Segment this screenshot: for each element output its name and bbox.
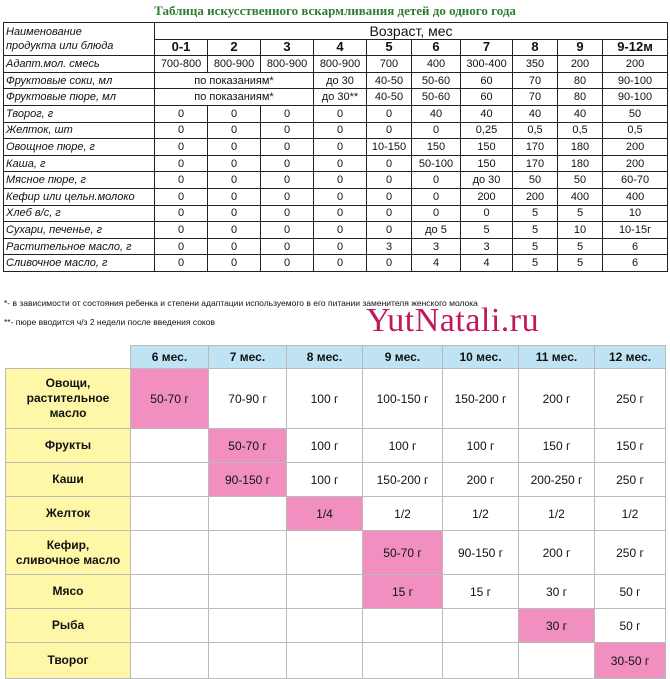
table-cell: 1/4 xyxy=(287,497,363,531)
table-cell xyxy=(131,531,209,575)
table-cell: 0 xyxy=(314,122,367,139)
table-cell: 70-90 г xyxy=(209,369,287,429)
food-name-line: Кефир, xyxy=(46,537,90,552)
product-name: Фруктовые пюре, мл xyxy=(4,89,155,106)
complementary-feeding-table xyxy=(5,345,666,679)
table-cell: 250 г xyxy=(595,531,666,575)
table-cell: 170 xyxy=(513,155,558,172)
table-row xyxy=(4,139,668,156)
table-cell: 0 xyxy=(314,222,367,239)
table-cell: 10 xyxy=(603,205,668,222)
table-cell: 0 xyxy=(208,255,261,272)
table-cell: 30 г xyxy=(519,609,595,643)
table-cell xyxy=(131,643,209,679)
table-cell: 0 xyxy=(314,139,367,156)
table-cell: 0 xyxy=(314,255,367,272)
table-cell: 0 xyxy=(314,188,367,205)
table-row xyxy=(4,105,668,122)
table-cell: 200 г xyxy=(443,463,519,497)
table-cell: 3 xyxy=(461,238,513,255)
food-name xyxy=(6,369,131,429)
table-cell: 0 xyxy=(314,205,367,222)
food-name xyxy=(6,609,131,643)
table-cell: 5 xyxy=(513,205,558,222)
table-cell: 0 xyxy=(412,122,461,139)
table-cell: 0,5 xyxy=(603,122,668,139)
table-cell: 5 xyxy=(461,222,513,239)
product-name: Сухари, печенье, г xyxy=(4,222,155,239)
table-cell: 5 xyxy=(513,222,558,239)
table-cell: 4 xyxy=(461,255,513,272)
table-cell: 0 xyxy=(261,188,314,205)
table-cell: 100 г xyxy=(287,429,363,463)
food-name-line: Творог xyxy=(47,653,89,667)
table-cell: 0 xyxy=(367,105,412,122)
table-cell: 0 xyxy=(412,188,461,205)
table-cell: 0 xyxy=(261,238,314,255)
product-name: Сливочное масло, г xyxy=(4,255,155,272)
table-cell: 0 xyxy=(367,188,412,205)
table-cell xyxy=(363,609,443,643)
product-name: Кефир или цельн.молоко xyxy=(4,188,155,205)
table-row xyxy=(4,238,668,255)
table-row xyxy=(4,188,668,205)
age-column-header: 9 xyxy=(558,39,603,56)
table-cell: 150 xyxy=(461,155,513,172)
table-cell: 3 xyxy=(367,238,412,255)
table-cell: 40-50 xyxy=(367,89,412,106)
table-cell: 150 xyxy=(412,139,461,156)
table-cell: 200 г xyxy=(519,531,595,575)
table-row xyxy=(4,89,668,106)
food-name-line: Мясо xyxy=(52,584,84,598)
table-cell: 0 xyxy=(314,238,367,255)
table-cell: 700 xyxy=(367,56,412,73)
table-row xyxy=(6,643,666,679)
table-cell: 40-50 xyxy=(367,72,412,89)
table-cell: 50 xyxy=(603,105,668,122)
table-cell: 0,5 xyxy=(513,122,558,139)
month-header: 11 мес. xyxy=(519,346,595,369)
table-row xyxy=(6,531,666,575)
table-cell xyxy=(131,429,209,463)
table-cell: 0,5 xyxy=(558,122,603,139)
table-cell: 100 г xyxy=(287,463,363,497)
month-header: 6 мес. xyxy=(131,346,209,369)
table-cell: 0 xyxy=(155,172,208,189)
table-cell: 90-150 г xyxy=(209,463,287,497)
table-cell: 400 xyxy=(412,56,461,73)
table-cell: до 30 xyxy=(314,72,367,89)
age-column-header: 4 xyxy=(314,39,367,56)
age-column-header: 0-1 xyxy=(155,39,208,56)
table-row xyxy=(4,122,668,139)
table-cell: до 30** xyxy=(314,89,367,106)
table-cell: 0 xyxy=(314,105,367,122)
table-cell: 200 xyxy=(603,139,668,156)
table-row xyxy=(6,609,666,643)
product-name: Овощное пюре, г xyxy=(4,139,155,156)
table-cell: 0 xyxy=(155,155,208,172)
table-cell: 250 г xyxy=(595,369,666,429)
table-cell: 170 xyxy=(513,139,558,156)
age-column-header: 5 xyxy=(367,39,412,56)
food-name-line: Рыба xyxy=(51,618,85,632)
table-cell: 400 xyxy=(603,188,668,205)
span-cell: по показаниям* xyxy=(155,72,314,89)
table-cell xyxy=(519,643,595,679)
table-cell xyxy=(131,575,209,609)
table-cell xyxy=(363,643,443,679)
table-cell: 800-900 xyxy=(314,56,367,73)
table-cell: 50 xyxy=(513,172,558,189)
table-cell: 40 xyxy=(558,105,603,122)
table-cell: 0 xyxy=(155,122,208,139)
table-cell: 0 xyxy=(261,139,314,156)
table-cell: 6 xyxy=(603,255,668,272)
table-cell: 70 xyxy=(513,72,558,89)
footnote-1: *- в зависимости от состояния ребенка и степени адаптации используемого в его питании заменителя женского молока xyxy=(4,298,478,308)
table-cell: 0 xyxy=(261,105,314,122)
table-cell: 5 xyxy=(558,238,603,255)
table-cell: 0 xyxy=(367,155,412,172)
table-cell: 0 xyxy=(208,205,261,222)
table-cell: 0 xyxy=(155,205,208,222)
header-row xyxy=(4,23,668,40)
table-cell: 10-15г xyxy=(603,222,668,239)
table-cell: 50 xyxy=(558,172,603,189)
table-cell: 0 xyxy=(367,172,412,189)
table-cell: 150-200 г xyxy=(443,369,519,429)
age-column-header: 3 xyxy=(261,39,314,56)
table-cell: 0 xyxy=(261,255,314,272)
table-cell: 60 xyxy=(461,72,513,89)
table-cell: 1/2 xyxy=(519,497,595,531)
table-cell: 0 xyxy=(412,172,461,189)
table-cell: 15 г xyxy=(443,575,519,609)
food-name-line: сливочное масло xyxy=(15,552,121,567)
table-cell: до 30 xyxy=(461,172,513,189)
product-header xyxy=(4,23,155,56)
footnote-2: **- пюре вводится ч/з 2 недели после введения соков xyxy=(4,317,215,327)
food-name-line: масло xyxy=(49,406,87,420)
age-column-header: 9-12м xyxy=(603,39,668,56)
table-row xyxy=(6,497,666,531)
month-header: 7 мес. xyxy=(209,346,287,369)
table-cell: 15 г xyxy=(363,575,443,609)
table-cell: 0,25 xyxy=(461,122,513,139)
table-cell: 0 xyxy=(261,172,314,189)
month-header: 8 мес. xyxy=(287,346,363,369)
corner-cell xyxy=(6,346,131,369)
table-cell: 100 г xyxy=(443,429,519,463)
table-cell: 0 xyxy=(208,238,261,255)
table-row xyxy=(6,575,666,609)
table-cell: 80 xyxy=(558,89,603,106)
table-cell xyxy=(287,575,363,609)
table-cell: 800-900 xyxy=(261,56,314,73)
table-cell: 150 г xyxy=(519,429,595,463)
table-cell: 400 xyxy=(558,188,603,205)
table-cell: 180 xyxy=(558,139,603,156)
table-cell: 0 xyxy=(314,172,367,189)
table-cell: 60-70 xyxy=(603,172,668,189)
table-cell: 50 г xyxy=(595,575,666,609)
table-cell xyxy=(131,497,209,531)
month-header: 10 мес. xyxy=(443,346,519,369)
table-cell: 1/2 xyxy=(363,497,443,531)
product-name: Хлеб в/с, г xyxy=(4,205,155,222)
table-cell: 0 xyxy=(261,155,314,172)
food-name-line: Фрукты xyxy=(44,438,92,452)
food-name xyxy=(6,429,131,463)
table-cell: 50 г xyxy=(595,609,666,643)
food-name-line: растительное xyxy=(26,391,110,405)
table-cell: 3 xyxy=(412,238,461,255)
table-row xyxy=(4,255,668,272)
table-cell: 150-200 г xyxy=(363,463,443,497)
table-cell: 0 xyxy=(461,205,513,222)
product-name: Каша, г xyxy=(4,155,155,172)
table-cell: 10 xyxy=(558,222,603,239)
table-cell xyxy=(443,643,519,679)
product-name: Фруктовые соки, мл xyxy=(4,72,155,89)
table-cell: 200 г xyxy=(519,369,595,429)
table-cell: 0 xyxy=(208,105,261,122)
table-row xyxy=(4,222,668,239)
table-cell: 30 г xyxy=(519,575,595,609)
table-cell: 70 xyxy=(513,89,558,106)
table-cell xyxy=(209,643,287,679)
table-row xyxy=(4,56,668,73)
table-cell: 90-100 xyxy=(603,72,668,89)
table-row xyxy=(4,155,668,172)
table-cell: 200 xyxy=(513,188,558,205)
table-cell: 0 xyxy=(208,172,261,189)
age-header: Возраст, мес xyxy=(155,23,668,40)
table-cell: 0 xyxy=(208,222,261,239)
age-column-header: 2 xyxy=(208,39,261,56)
table-cell: 40 xyxy=(412,105,461,122)
table-cell: 0 xyxy=(367,222,412,239)
food-name xyxy=(6,497,131,531)
table-cell xyxy=(209,531,287,575)
table-cell: 0 xyxy=(155,255,208,272)
table-cell: 0 xyxy=(155,139,208,156)
table-cell: 1/2 xyxy=(443,497,519,531)
table-cell: 100-150 г xyxy=(363,369,443,429)
table-cell: 0 xyxy=(155,105,208,122)
table-cell: 0 xyxy=(261,122,314,139)
table-cell: 200 xyxy=(461,188,513,205)
table-cell: 40 xyxy=(513,105,558,122)
food-name-line: Овощи, xyxy=(45,376,91,390)
food-name xyxy=(6,463,131,497)
month-header-row xyxy=(6,346,666,369)
table-cell: 50-70 г xyxy=(363,531,443,575)
table-cell: 150 г xyxy=(595,429,666,463)
table-cell: 100 г xyxy=(363,429,443,463)
table-cell: 0 xyxy=(412,205,461,222)
table-cell: 0 xyxy=(155,188,208,205)
table-cell: 0 xyxy=(367,122,412,139)
table-cell: 200 xyxy=(603,155,668,172)
food-name xyxy=(6,575,131,609)
table-cell: 10-150 xyxy=(367,139,412,156)
table-cell: 250 г xyxy=(595,463,666,497)
table-row xyxy=(4,172,668,189)
table-cell: 50-70 г xyxy=(209,429,287,463)
table-cell: 0 xyxy=(155,222,208,239)
table-cell: 200 xyxy=(558,56,603,73)
table-cell: 0 xyxy=(208,139,261,156)
age-column-header: 8 xyxy=(513,39,558,56)
table-cell: 0 xyxy=(261,205,314,222)
table-cell: 0 xyxy=(155,238,208,255)
table-row xyxy=(4,72,668,89)
table-cell xyxy=(209,575,287,609)
formula-feeding-table xyxy=(3,22,668,272)
table-cell: 40 xyxy=(461,105,513,122)
table-cell: 800-900 xyxy=(208,56,261,73)
product-name: Желток, шт xyxy=(4,122,155,139)
product-name: Мясное пюре, г xyxy=(4,172,155,189)
table-cell: 50-60 xyxy=(412,72,461,89)
table-cell: 6 xyxy=(603,238,668,255)
table-cell: 50-100 xyxy=(412,155,461,172)
table-cell xyxy=(131,463,209,497)
month-header: 9 мес. xyxy=(363,346,443,369)
food-name xyxy=(6,643,131,679)
table-cell: 200 xyxy=(603,56,668,73)
table-cell: 5 xyxy=(513,255,558,272)
product-name: Творог, г xyxy=(4,105,155,122)
table-cell: 90-150 г xyxy=(443,531,519,575)
food-name xyxy=(6,531,131,575)
table-cell: 80 xyxy=(558,72,603,89)
table-row xyxy=(4,205,668,222)
table-cell xyxy=(287,531,363,575)
table-cell: 4 xyxy=(412,255,461,272)
watermark: YutNatali.ru xyxy=(366,302,540,339)
table-cell: 700-800 xyxy=(155,56,208,73)
food-name-line: Желток xyxy=(45,506,91,520)
table-cell: 30-50 г xyxy=(595,643,666,679)
table-row xyxy=(6,429,666,463)
table-cell: 60 xyxy=(461,89,513,106)
table-cell: 0 xyxy=(208,122,261,139)
table-cell xyxy=(131,609,209,643)
table-row xyxy=(6,369,666,429)
table-cell: 0 xyxy=(208,188,261,205)
table-cell: 100 г xyxy=(287,369,363,429)
table-cell: 90-100 xyxy=(603,89,668,106)
product-header-line2: продукта или блюда xyxy=(6,40,114,53)
table-cell: 1/2 xyxy=(595,497,666,531)
month-header: 12 мес. xyxy=(595,346,666,369)
product-name: Растительное масло, г xyxy=(4,238,155,255)
table-cell xyxy=(443,609,519,643)
table-cell: 0 xyxy=(208,155,261,172)
table-cell xyxy=(287,609,363,643)
age-column-header: 6 xyxy=(412,39,461,56)
page-title: Таблица искусственного вскармливания детей до одного года xyxy=(154,3,516,18)
table-cell: до 5 xyxy=(412,222,461,239)
age-column-header: 7 xyxy=(461,39,513,56)
table-cell: 5 xyxy=(513,238,558,255)
table-cell xyxy=(287,643,363,679)
table-cell: 180 xyxy=(558,155,603,172)
table-cell: 5 xyxy=(558,255,603,272)
table-cell: 300-400 xyxy=(461,56,513,73)
table-cell xyxy=(209,497,287,531)
table-cell: 0 xyxy=(314,155,367,172)
table-row xyxy=(6,463,666,497)
table-cell: 350 xyxy=(513,56,558,73)
table-cell: 5 xyxy=(558,205,603,222)
table-cell xyxy=(209,609,287,643)
table-cell: 50-70 г xyxy=(131,369,209,429)
product-name: Адапт.мол. смесь xyxy=(4,56,155,73)
table-cell: 0 xyxy=(367,205,412,222)
table-cell: 0 xyxy=(367,255,412,272)
span-cell: по показаниям* xyxy=(155,89,314,106)
table-cell: 0 xyxy=(261,222,314,239)
table-cell: 50-60 xyxy=(412,89,461,106)
table-cell: 200-250 г xyxy=(519,463,595,497)
food-name-line: Каши xyxy=(52,472,84,486)
product-header-line1: Наименование xyxy=(6,26,82,39)
table-cell: 150 xyxy=(461,139,513,156)
